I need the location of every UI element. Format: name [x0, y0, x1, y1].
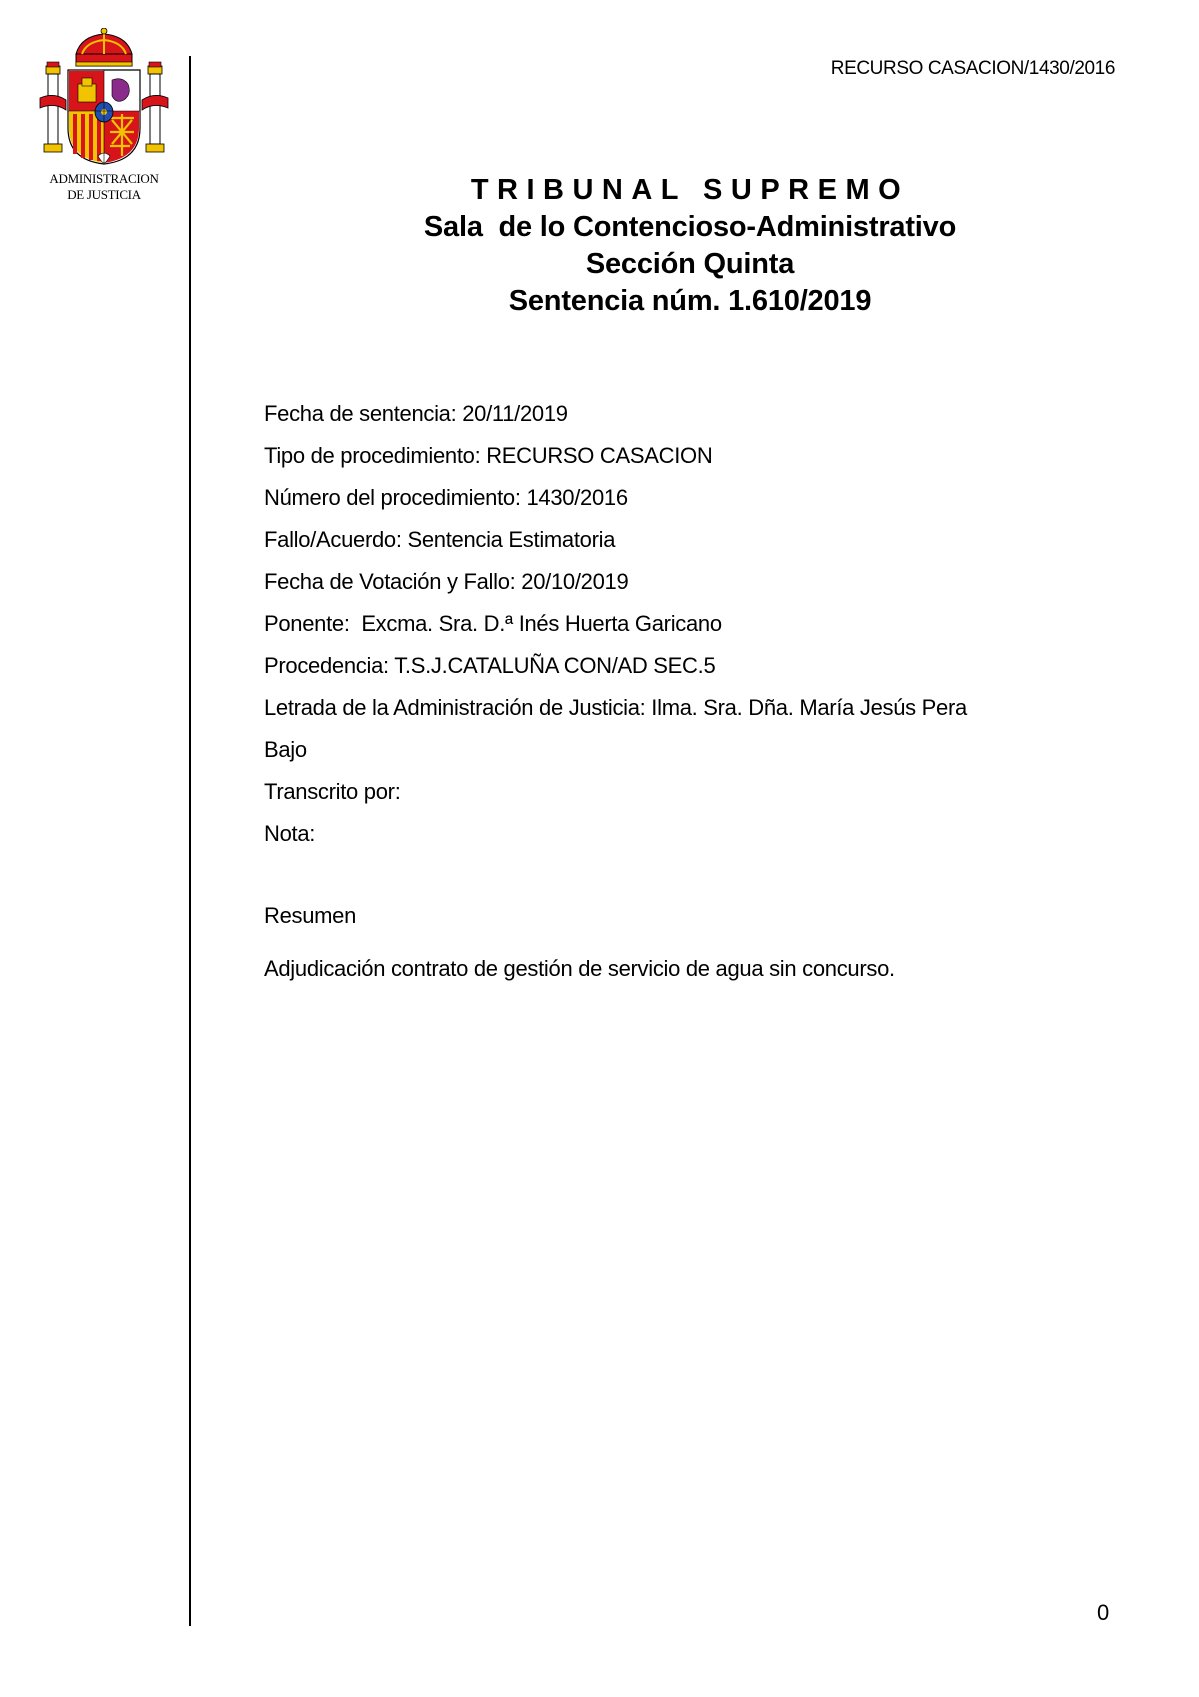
shield-icon	[68, 70, 140, 164]
judgment-number: Sentencia núm. 1.610/2019	[508, 285, 872, 317]
section-name: Sección Quinta	[585, 248, 795, 280]
field-transcrito-por	[264, 771, 1084, 813]
emblem-caption-line1: ADMINISTRACION	[49, 171, 159, 186]
field-fecha-sentencia	[264, 393, 1084, 435]
field-value: 20/10/2019	[521, 569, 629, 594]
field-value: Sentencia Estimatoria	[407, 527, 616, 552]
field-value: Excma. Sra. D.ª Inés Huerta Garicano	[361, 611, 722, 636]
field-label: Transcrito por:	[264, 779, 401, 804]
field-fecha-votacion	[264, 561, 1084, 603]
field-fallo-acuerdo	[264, 519, 1084, 561]
field-procedencia	[264, 645, 1084, 687]
coat-of-arms	[36, 28, 172, 208]
coat-of-arms-icon	[36, 28, 172, 168]
field-value: Ilma. Sra. Dña. María Jesús Pera	[651, 695, 967, 720]
field-tipo-procedimiento	[264, 435, 1084, 477]
field-label: Procedencia:	[264, 653, 395, 678]
emblem-caption-line2: DE JUSTICIA	[67, 187, 141, 202]
field-label: Fecha de Votación y Fallo:	[264, 569, 522, 594]
field-letrada	[264, 687, 1084, 729]
title-block	[340, 172, 1040, 320]
field-value: 1430/2016	[526, 485, 628, 510]
field-nota	[264, 813, 1084, 855]
field-label: Número del procedimiento:	[264, 485, 527, 510]
case-reference: RECURSO CASACION/1430/2016	[830, 58, 1115, 79]
field-label: Tipo de procedimiento:	[264, 443, 487, 468]
metadata-fields	[264, 393, 1084, 855]
field-value: 20/11/2019	[462, 401, 568, 426]
field-value: Bajo	[264, 737, 307, 762]
field-label: Fallo/Acuerdo:	[264, 527, 408, 552]
summary-heading: Resumen	[264, 903, 357, 928]
chamber-name: Sala de lo Contencioso-Administrativo	[423, 211, 957, 243]
field-label: Nota:	[264, 821, 316, 846]
field-label: Letrada de la Administración de Justicia:	[264, 695, 652, 720]
field-label: Fecha de sentencia:	[264, 401, 463, 426]
field-value: T.S.J.CATALUÑA CON/AD SEC.5	[394, 653, 716, 678]
page-number: 0	[1097, 1600, 1110, 1625]
margin-rule	[189, 56, 191, 1626]
field-numero-procedimiento	[264, 477, 1084, 519]
summary-text: Adjudicación contrato de gestión de servicio de agua sin concurso.	[264, 956, 895, 981]
field-label: Ponente:	[264, 611, 362, 636]
field-value: RECURSO CASACION	[486, 443, 713, 468]
field-ponente	[264, 603, 1084, 645]
field-letrada-continued	[264, 729, 1084, 771]
crown-icon	[76, 28, 132, 66]
court-name: TRIBUNAL SUPREMO	[470, 174, 910, 206]
